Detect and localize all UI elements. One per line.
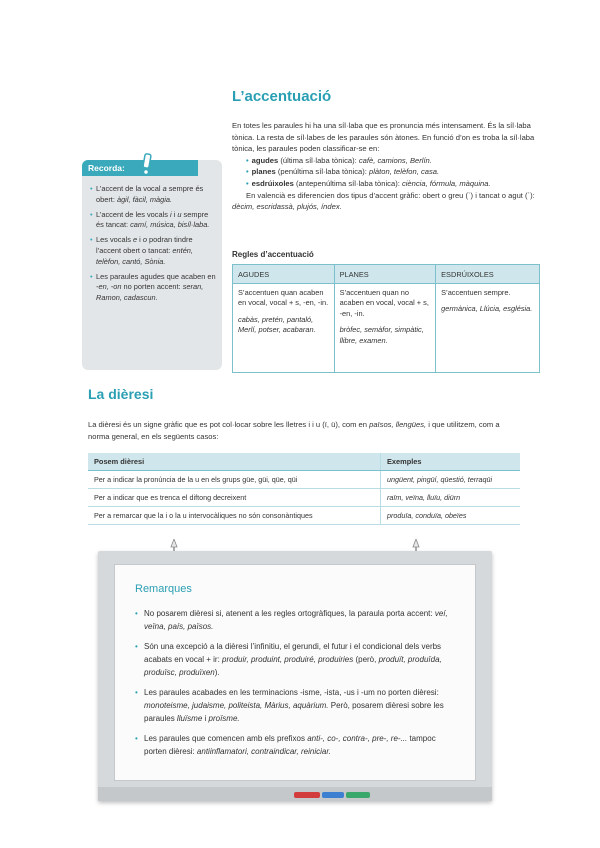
- accent-types-text: En valencià es diferencien dos tipus d’accent gràfic: obert o greu (`) i tancat o agut (´): dècim, escridassà, plujós, índex.: [232, 190, 535, 212]
- accentuacio-intro: En totes les paraules hi ha una síl·laba que es pronuncia més intensament. És la síl·laba tònica. La resta de síl·labes de les paraules són àtones. En funció d’on es troba la síl·laba tònica, les paraules poden classificar-se en:: [232, 121, 535, 154]
- col-header-agudes: AGUDES: [233, 265, 335, 284]
- pin-icon: [170, 539, 178, 551]
- recorda-box: [82, 160, 222, 370]
- list-item: • Les paraules que comencen amb els prefixos anti-, co-, contra-, pre-, re-... tampoc porten dièresi: antiinflamatori, contraindicar, reiniciar.: [135, 732, 457, 758]
- table-row: Per a remarcar que la i o la u intervocàliques no són consonàntiques produïa, conduïa, obeïes: [88, 507, 520, 525]
- list-item: • Les paraules agudes que acaben en -en, -on no porten accent: seran, Ramon, cadascun.: [90, 272, 218, 304]
- recorda-label: Recorda:: [82, 160, 198, 176]
- remarques-title: Remarques: [135, 583, 192, 595]
- whiteboard-surface: [114, 564, 476, 781]
- type-esdruixoles: • esdrúixoles (antepenúltima síl·laba tònica): ciència, fórmula, màquina.: [246, 178, 491, 188]
- pin-icon: [412, 539, 420, 551]
- regles-table: [232, 264, 540, 373]
- regles-title: Regles d’accentuació: [232, 250, 314, 259]
- section-title-dieresi: La dièresi: [88, 386, 154, 402]
- col-header-exemples: Exemples: [381, 453, 521, 471]
- marker-blue-icon: [322, 792, 344, 798]
- dieresi-intro: La dièresi és un signe gràfic que es pot col·locar sobre les lletres i i u (ï, ü), com en països, llengües, i que utilitzem, com a norma general, en els següents casos:: [88, 420, 500, 441]
- exclamation-icon: [138, 152, 156, 176]
- accentuacio-text: [232, 120, 542, 213]
- list-item: • Les vocals e i o podran tindre l’accent obert o tancat: entén, telèfon, cantó, Sònia.: [90, 235, 218, 267]
- recorda-list: [90, 184, 218, 308]
- list-item: • Són una excepció a la dièresi l’infinitiu, el gerundi, el futur i el condicional dels verbs acabats en vocal + ir: produir, produint, produiré, produiries (però, produït, produïda, produïsc, produïxen).: [135, 640, 457, 679]
- dieresi-table: [88, 453, 520, 525]
- table-cell: S’accentuen quan acaben en vocal, vocal + s, -en, -in. cabàs, pretén, pantaló, Merlí, potser, acabaran.: [233, 284, 335, 373]
- marker-green-icon: [346, 792, 370, 798]
- list-item: • No posarem dièresi si, atenent a les regles ortogràfiques, la paraula porta accent: veí, veïna, país, països.: [135, 607, 457, 633]
- remarques-list: [135, 607, 457, 765]
- type-agudes: • agudes (última síl·laba tònica): cafè, camions, Berlín.: [246, 155, 432, 165]
- marker-tray: [98, 787, 492, 801]
- section-title-accentuacio: L’accentuació: [232, 88, 332, 105]
- list-item: • L’accent de les vocals i i u sempre és tancat: camí, música, bisíl·laba.: [90, 210, 218, 232]
- table-row: Per a indicar la pronúncia de la u en els grups güe, güi, qüe, qüi ungüent, pingüí, qüestió, terraqüi: [88, 471, 520, 489]
- table-cell: S’accentuen quan no acaben en vocal, vocal + s, -en, -in. bròfec, semàfor, simpàtic, llibre, examen.: [334, 284, 436, 373]
- col-header-planes: PLANES: [334, 265, 436, 284]
- col-header-posem-dieresi: Posem dièresi: [88, 453, 381, 471]
- list-item: • Les paraules acabades en les terminacions -isme, -ista, -us i -um no porten dièresi: monoteisme, judaisme, politeista, Màrius, aquàrium. Però, posarem dièresi sobre les paraules lluïsme i proïsme.: [135, 686, 457, 725]
- type-planes: • planes (penúltima síl·laba tònica): plàton, telèfon, casa.: [246, 167, 440, 177]
- whiteboard: [98, 551, 492, 801]
- col-header-esdruixoles: ESDRÚIXOLES: [436, 265, 540, 284]
- marker-red-icon: [294, 792, 320, 798]
- table-cell: S’accentuen sempre. germànica, Llúcia, església.: [436, 284, 540, 373]
- list-item: • L’accent de la vocal a sempre és obert: àgil, fàcil, màgia.: [90, 184, 218, 206]
- table-row: Per a indicar que es trenca el diftong decreixent raïm, veïna, lluïu, diürn: [88, 489, 520, 507]
